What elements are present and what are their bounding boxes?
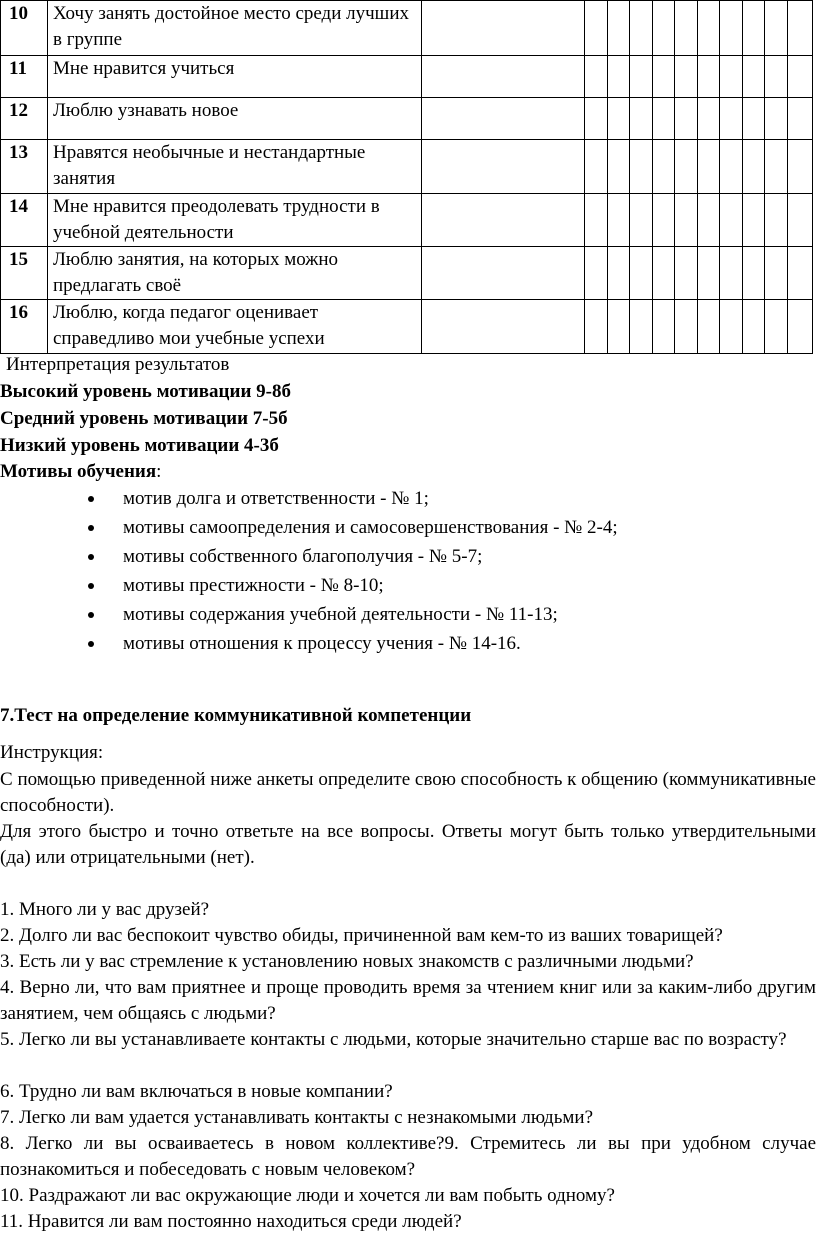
- list-item: [0, 513, 618, 542]
- list-item: [0, 484, 618, 513]
- bullet-icon: [88, 641, 94, 647]
- row-number: 10: [1, 1, 48, 56]
- table-row: [1, 247, 813, 300]
- row-statement: Нравятся необычные и нестандартные занятия: [48, 140, 422, 194]
- motive-text: мотивы собственного благополучия - № 5-7;: [123, 546, 483, 567]
- question-8-9: 8. Легко ли вы осваиваетесь в новом коллективе?9. Стремитесь ли вы при удобном случае познакомиться и побеседовать с новым человеком?: [0, 1133, 816, 1180]
- question-3: 3. Есть ли у вас стремление к установлению новых знакомств с различными людьми?: [0, 951, 694, 972]
- bullet-icon: [88, 496, 94, 502]
- motive-text: мотив долга и ответственности - № 1;: [123, 488, 429, 509]
- row-statement: Мне нравится учиться: [48, 56, 422, 98]
- motives-heading: [0, 459, 161, 485]
- level-low: Низкий уровень мотивации 4-3б: [0, 435, 279, 456]
- bullet-icon: [88, 583, 94, 589]
- row-number: 11: [1, 56, 48, 98]
- row-statement: Люблю, когда педагог оценивает справедливо мои учебные успехи: [48, 300, 422, 354]
- level-medium: Средний уровень мотивации 7-5б: [0, 408, 288, 429]
- row-statement: Хочу занять достойное место среди лучших в группе: [48, 1, 422, 56]
- motive-text: мотивы престижности - № 8-10;: [123, 575, 384, 596]
- instruction-paragraph-2: Для этого быстро и точно ответьте на все вопросы. Ответы могут быть только утвердительными (да) или отрицательными (нет).: [0, 821, 816, 868]
- row-number: 15: [1, 247, 48, 300]
- row-number: 13: [1, 140, 48, 194]
- row-statement: Люблю узнавать новое: [48, 98, 422, 140]
- motives-colon: :: [156, 461, 162, 482]
- table-row: [1, 1, 813, 56]
- motivation-survey-table: [0, 0, 813, 354]
- question-1: 1. Много ли у вас друзей?: [0, 899, 210, 920]
- list-item: [0, 571, 618, 600]
- question-7: 7. Легко ли вам удается устанавливать контакты с незнакомыми людьми?: [0, 1107, 593, 1128]
- row-statement: Люблю занятия, на которых можно предлагать своё: [48, 247, 422, 300]
- motives-list: [0, 484, 618, 658]
- list-item: [0, 629, 618, 658]
- question-10: 10. Раздражают ли вас окружающие люди и хочется ли вам побыть одному?: [0, 1185, 615, 1206]
- row-number: 12: [1, 98, 48, 140]
- motive-text: мотивы отношения к процессу учения - № 14-16.: [123, 633, 521, 654]
- test-title: 7.Тест на определение коммуникативной компетенции: [0, 705, 472, 726]
- bullet-icon: [88, 554, 94, 560]
- row-statement: Мне нравится преодолевать трудности в учебной деятельности: [48, 194, 422, 247]
- row-number: 16: [1, 300, 48, 354]
- row-number: 14: [1, 194, 48, 247]
- question-5: 5. Легко ли вы устанавливаете контакты с людьми, которые значительно старше вас по возрасту?: [0, 1029, 787, 1050]
- table-row: [1, 194, 813, 247]
- bullet-icon: [88, 612, 94, 618]
- table-row: [1, 300, 813, 354]
- question-2: 2. Долго ли вас беспокоит чувство обиды, причиненной вам кем-то из ваших товарищей?: [0, 925, 723, 946]
- table-row: [1, 98, 813, 140]
- question-6: 6. Трудно ли вам включаться в новые компании?: [0, 1081, 393, 1102]
- question-4: 4. Верно ли, что вам приятнее и проще проводить время за чтением книг или за каким-либо другим занятием, чем общаясь с людьми?: [0, 977, 816, 1024]
- bullet-icon: [88, 525, 94, 531]
- table-row: [1, 56, 813, 98]
- interpretation-heading: Интерпретация результатов: [6, 354, 230, 375]
- question-11: 11. Нравится ли вам постоянно находиться среди людей?: [0, 1211, 462, 1232]
- motives-title: Мотивы обучения: [0, 461, 157, 482]
- level-high: Высокий уровень мотивации 9-8б: [0, 381, 291, 402]
- list-item: [0, 542, 618, 571]
- motive-text: мотивы самоопределения и самосовершенствования - № 2-4;: [123, 517, 618, 538]
- motive-text: мотивы содержания учебной деятельности - № 11-13;: [123, 604, 558, 625]
- list-item: [0, 600, 618, 629]
- table-row: [1, 140, 813, 194]
- instruction-paragraph-1: С помощью приведенной ниже анкеты определите свою способность к общению (коммуникативные способности).: [0, 769, 816, 816]
- instruction-label: Инструкция:: [0, 742, 104, 763]
